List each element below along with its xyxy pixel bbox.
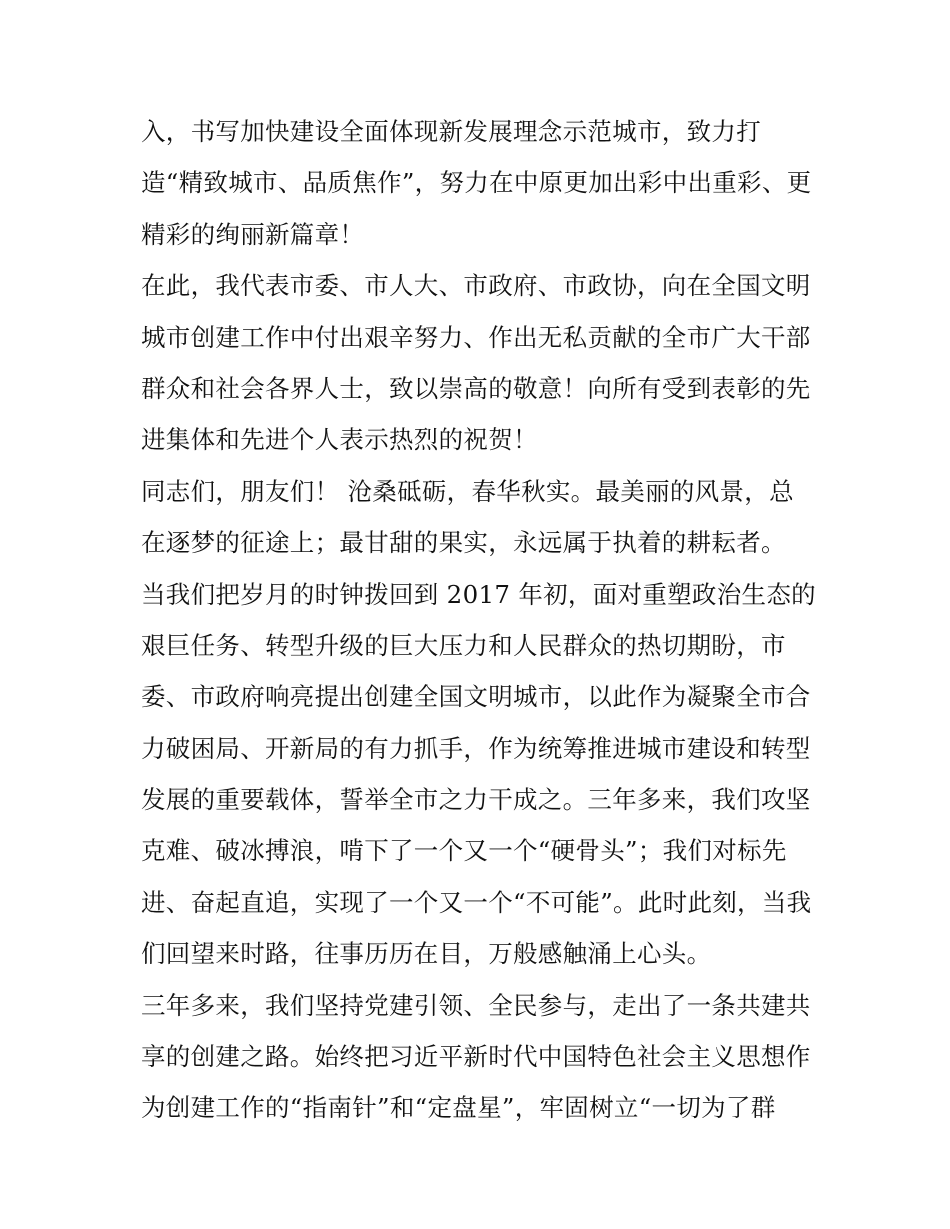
- text-line: 进、奋起直追，实现了一个又一个“不可能”。此时此刻，当我: [141, 887, 812, 917]
- document-body: [141, 106, 821, 1134]
- text-line: 享的创建之路。始终把习近平新时代中国特色社会主义思想作: [141, 1042, 811, 1072]
- text-line: 群众和社会各界人士，致以崇高的敬意！向所有受到表彰的先: [141, 373, 811, 403]
- text-line: 们回望来时路，往事历历在目，万般感触涌上心头。: [141, 939, 712, 969]
- text-line: 在逐梦的征途上；最甘甜的果实，永远属于执着的耕耘者。: [141, 528, 786, 558]
- text-line: 三年多来，我们坚持党建引领、全民参与，走出了一条共建共: [141, 990, 811, 1020]
- text-line: 精彩的绚丽新篇章！: [141, 219, 365, 249]
- text-line: 力破困局、开新局的有力抓手，作为统筹推进城市建设和转型: [141, 733, 811, 763]
- text-line: 艰巨任务、转型升级的巨大压力和人民群众的热切期盼，市: [141, 630, 786, 660]
- text-line: 城市创建工作中付出艰辛努力、作出无私贡献的全市广大干部: [141, 322, 811, 352]
- text-line: 委、市政府响亮提出创建全国文明城市，以此作为凝聚全市合: [141, 682, 811, 712]
- text-line: 进集体和先进个人表示热烈的祝贺！: [141, 425, 538, 455]
- text-line: 在此，我代表市委、市人大、市政府、市政协，向在全国文明: [141, 271, 811, 301]
- text-line: 为创建工作的“指南针”和“定盘星”，牢固树立“一切为了群: [141, 1093, 776, 1123]
- text-line: 造“精致城市、品质焦作”，努力在中原更加出彩中出重彩、更: [141, 168, 812, 198]
- text-line: 发展的重要载体，誓举全市之力干成之。三年多来，我们攻坚: [141, 785, 811, 815]
- text-line: 入，书写加快建设全面体现新发展理念示范城市，致力打: [141, 117, 761, 146]
- text-line: 克难、破冰搏浪，啃下了一个又一个“硬骨头”；我们对标先: [141, 836, 787, 866]
- text-line: 当我们把岁月的时钟拨回到 2017 年初，面对重塑政治生态的: [141, 579, 816, 609]
- text-line: 同志们，朋友们！ 沧桑砥砺，春华秋实。最美丽的风景，总: [141, 476, 794, 506]
